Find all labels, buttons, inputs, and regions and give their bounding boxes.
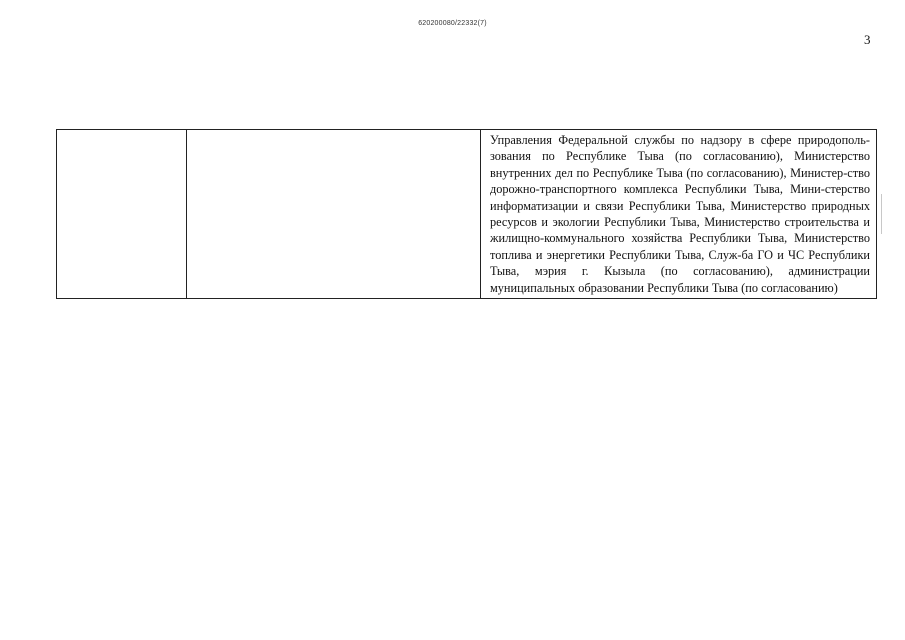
table-cell-col-2	[187, 130, 481, 299]
responsible-parties-text: Управления Федеральной службы по надзору в сфере природополь-зования по Республике Тыва (по согласованию), Министерство внутренних дел по Республике Тыва (по согласованию), Министер-ство дорожно-транспортного комплекса Республики Тыва, Мини-стерство информатизации и связи Республики Тыва, Министерство природных ресурсов и экологии Республики Тыва, Министерство строительства и жилищно-коммунального хозяйства Республики Тыва, Министерство топлива и энергетики Республики Тыва, Служ-ба ГО и ЧС Республики Тыва, мэрия г. Кызыла (по согласованию), администрации муниципальных образовании Республики Тыва (по согласованию)	[490, 133, 870, 295]
table-row	[57, 130, 877, 299]
page-number: 3	[864, 32, 871, 47]
table-cell-responsible-parties	[481, 130, 877, 299]
scan-artifact-line	[881, 194, 882, 234]
document-table	[56, 129, 877, 299]
cell-text	[187, 130, 480, 134]
table-cell-col-1	[57, 130, 187, 299]
cell-text	[57, 130, 186, 134]
document-code: 620200080/22332(7)	[418, 20, 487, 27]
